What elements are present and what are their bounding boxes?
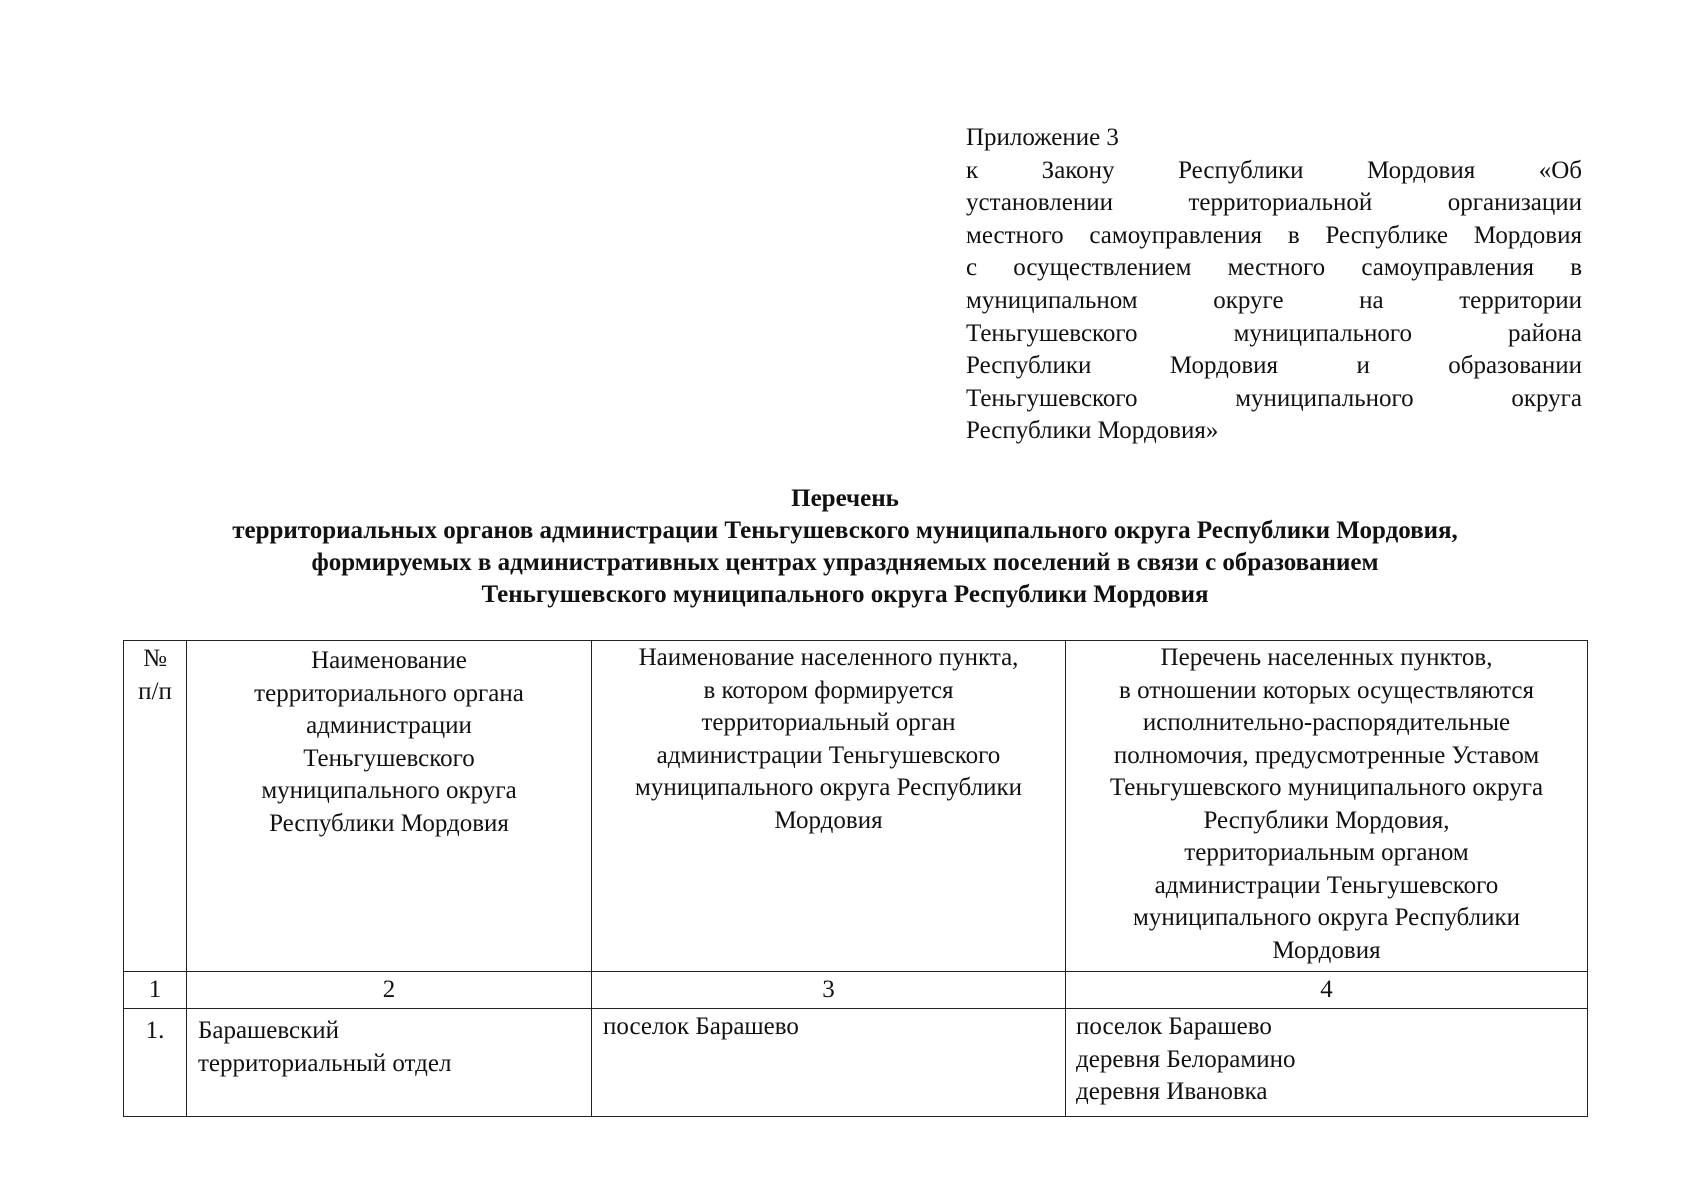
heading-line: территориальных органов администрации Теньгушевского муниципального округа Республики Мордовия, xyxy=(232,517,1458,544)
table-header-row xyxy=(124,641,1588,972)
appendix-block xyxy=(966,122,1582,448)
appendix-line: с осуществлением местного самоуправления в xyxy=(966,254,1582,282)
header-body-name: Наименование территориального органа администрации Теньгушевского муниципального округа Республики Мордовия xyxy=(187,641,592,972)
column-number: 2 xyxy=(187,972,592,1009)
column-number: 1 xyxy=(124,972,187,1009)
heading-title: Перечень xyxy=(791,485,899,512)
appendix-line: Теньгушевского муниципального района xyxy=(966,319,1582,347)
column-number-row xyxy=(124,972,1588,1009)
appendix-line: местного самоуправления в Республике Мордовия xyxy=(966,221,1582,249)
appendix-line: Республики Мордовия и образовании xyxy=(966,352,1582,380)
header-locality: Наименование населенного пункта, в котором формируется территориальный орган администрации Теньгушевского муниципального округа Республики Мордовия xyxy=(592,641,1066,972)
row-body-name: Барашевский территориальный отдел xyxy=(187,1009,592,1117)
column-number: 4 xyxy=(1066,972,1588,1009)
heading-line: формируемых в административных центрах упраздняемых поселений в связи с образованием xyxy=(311,549,1379,576)
appendix-title: Приложение 3 xyxy=(966,124,1119,151)
appendix-line: Теньгушевского муниципального округа xyxy=(966,384,1582,412)
settlement-item: деревня Белорамино xyxy=(1076,1045,1296,1073)
row-number: 1. xyxy=(124,1009,187,1117)
column-number: 3 xyxy=(592,972,1066,1009)
header-settlements: Перечень населенных пунктов, в отношении которых осуществляются исполнительно-распорядительные полномочия, предусмотренные Уставом Теньгушевского муниципального округа Республики Мордовия, территориальным органом администрации Теньгушевского муниципального округа Республики Мордовия xyxy=(1066,641,1588,972)
table-row xyxy=(124,1009,1588,1117)
appendix-line: муниципальном округе на территории xyxy=(966,286,1582,314)
header-number: № п/п xyxy=(124,641,187,972)
document-heading xyxy=(40,483,1650,611)
appendix-line: установлении территориальной организации xyxy=(966,189,1582,217)
settlement-item: поселок Барашево xyxy=(1076,1013,1272,1040)
row-settlements xyxy=(1066,1009,1588,1117)
territorial-bodies-table xyxy=(123,640,1588,1117)
heading-line: Теньгушевского муниципального округа Республики Мордовия xyxy=(481,581,1209,608)
settlement-item: деревня Ивановка xyxy=(1076,1078,1268,1105)
appendix-line: к Закону Республики Мордовия «Об xyxy=(966,156,1582,184)
appendix-line: Республики Мордовия» xyxy=(966,417,1219,445)
row-locality: поселок Барашево xyxy=(592,1009,1066,1117)
appendix-text xyxy=(966,155,1582,448)
